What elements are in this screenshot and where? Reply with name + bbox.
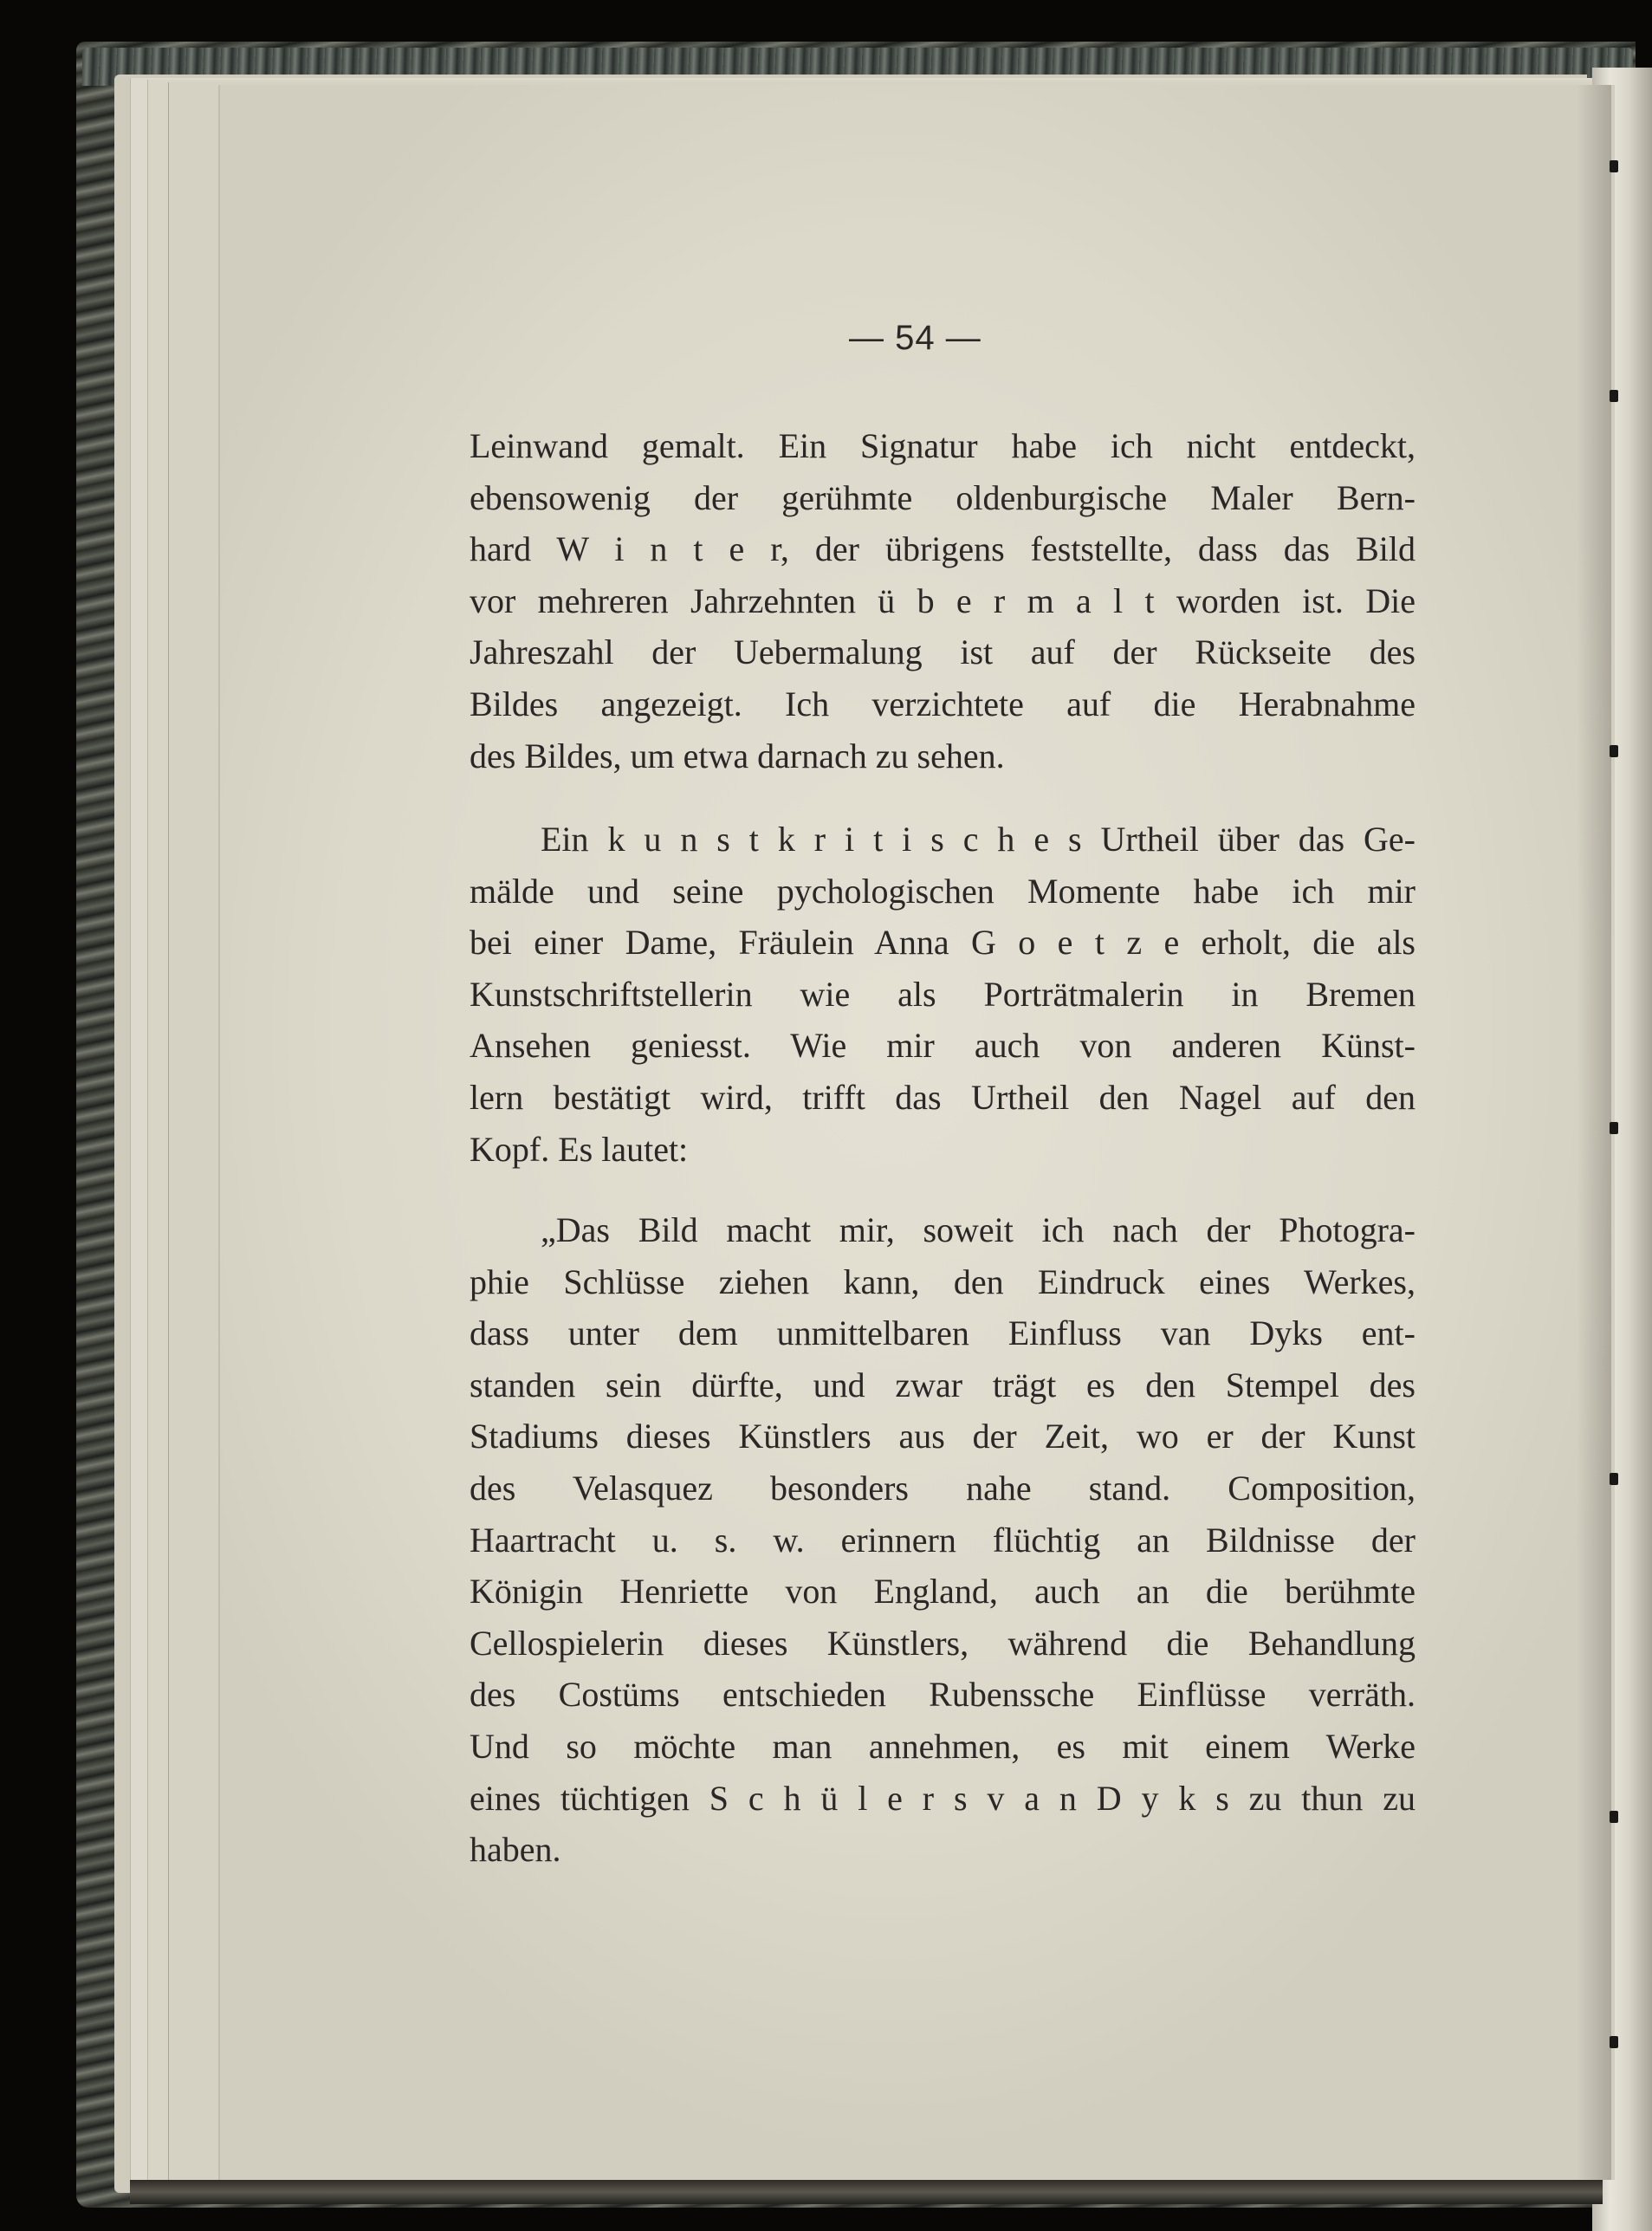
text-line: phie Schlüsse ziehen kann, den Eindruck eines Werkes, — [470, 1261, 1416, 1301]
text-line: Und so möchte man annehmen, es mit einem Werke — [470, 1726, 1416, 1766]
text-line: Kopf. Es lautet: — [470, 1129, 689, 1169]
book-bottom-edge — [130, 2180, 1603, 2204]
text-line: vor mehreren Jahrzehnten ü b e r m a l t worden ist. Die — [470, 580, 1416, 620]
text-line: Cellospielerin dieses Künstlers, während die Behandlung — [470, 1623, 1416, 1663]
binding-stitch — [1610, 1473, 1618, 1485]
text-line: „Das Bild macht mir, soweit ich nach der Photogra- — [541, 1210, 1416, 1249]
binding-stitch — [1610, 2036, 1618, 2048]
text-line: dass unter dem unmittelbaren Einfluss van Dyks ent- — [470, 1313, 1416, 1353]
binding-stitch — [1610, 1122, 1618, 1134]
text-line: ebensowenig der gerühmte oldenburgische Maler Bern- — [470, 477, 1416, 517]
text-line: des Velasquez besonders nahe stand. Composition, — [470, 1468, 1416, 1508]
text-line: Jahreszahl der Uebermalung ist auf der Rückseite des — [470, 632, 1416, 672]
text-line: haben. — [470, 1830, 561, 1870]
text-line: mälde und seine pychologischen Momente habe ich mir — [470, 871, 1416, 911]
paragraph — [470, 420, 1416, 781]
text-line: Kunstschriftstellerin wie als Porträtmalerin in Bremen — [470, 974, 1416, 1014]
text-line: Bildes angezeigt. Ich verzichtete auf die Herabnahme — [470, 684, 1416, 723]
binding-stitch — [1610, 390, 1618, 402]
binding-stitch — [1610, 160, 1618, 172]
text-line: Ansehen geniesst. Wie mir auch von anderen Künst- — [470, 1026, 1416, 1066]
paragraph — [470, 814, 1416, 1175]
gutter-shadow — [1577, 85, 1611, 2180]
text-line: standen sein dürfte, und zwar trägt es den Stempel des — [470, 1365, 1416, 1404]
text-line: Königin Henriette von England, auch an die berühmte — [470, 1572, 1416, 1612]
binding-stitch — [1610, 745, 1618, 757]
page-number: — 54 — — [849, 319, 981, 357]
text-line: des Bildes, um etwa darnach zu sehen. — [470, 736, 1005, 775]
text-line: Stadiums dieses Künstlers aus der Zeit, wo er der Kunst — [470, 1417, 1416, 1456]
text-line: hard W i n t e r, der übrigens feststellte, dass das Bild — [470, 529, 1416, 569]
text-line: bei einer Dame, Fräulein Anna G o e t z e erholt, die als — [470, 923, 1416, 963]
text-line: Ein k u n s t k r i t i s c h e s Urtheil über das Ge- — [541, 820, 1416, 859]
text-line: Haartracht u. s. w. erinnern flüchtig an Bildnisse der — [470, 1520, 1416, 1560]
text-line: des Costüms entschieden Rubenssche Einflüsse verräth. — [470, 1675, 1416, 1715]
text-line: eines tüchtigen S c h ü l e r s v a n D y k s zu thun zu — [470, 1778, 1416, 1818]
text-line: Leinwand gemalt. Ein Signatur habe ich nicht entdeckt, — [470, 426, 1416, 465]
text-line: lern bestätigt wird, trifft das Urtheil den Nagel auf den — [470, 1077, 1416, 1117]
quoted-paragraph — [470, 1204, 1416, 1876]
binding-stitch — [1610, 1811, 1618, 1823]
